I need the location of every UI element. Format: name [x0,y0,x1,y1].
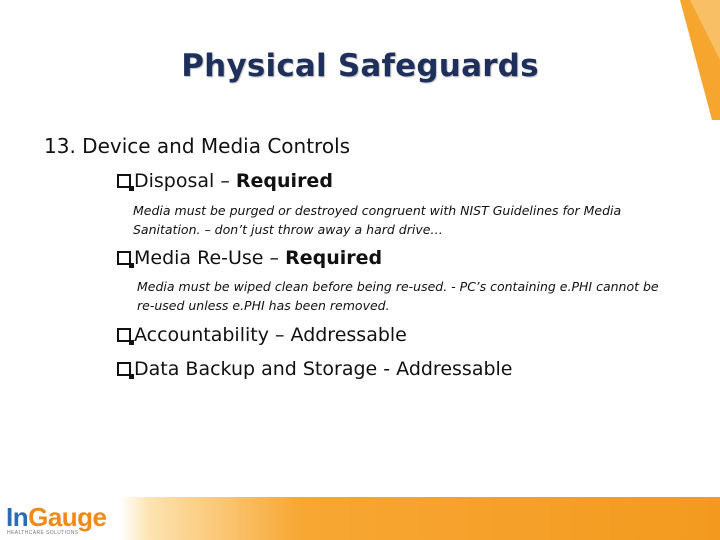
bullet-data-backup [117,358,513,380]
note-line: Media must be purged or destroyed congruent with NIST Guidelines for Media [133,203,622,218]
ingauge-logo [4,502,124,538]
bullet-label: Media Re-Use – [134,247,286,269]
logo-tagline: HEALTHCARE SOLUTIONS [7,530,79,536]
slide-title: Physical Safeguards [181,48,539,84]
checkbox-bullet-icon [117,174,131,188]
bullet-media-reuse [117,247,382,269]
note-line: Sanitation. – don’t just throw away a hard drive… [133,222,443,237]
checkbox-bullet-icon [117,328,131,342]
checkbox-bullet-icon [117,251,131,265]
note-media-reuse [137,277,659,315]
section-heading: 13. Device and Media Controls [44,134,351,158]
note-line: Media must be wiped clean before being re-used. - PC’s containing e.PHI cannot be [137,279,659,294]
note-line: re-used unless e.PHI has been removed. [137,298,390,313]
note-disposal [133,201,621,239]
bullet-status: Required [235,170,333,192]
bullet-label: Data Backup and Storage - Addressable [134,358,513,380]
bullet-status: Required [285,247,383,269]
bullet-label: Accountability – Addressable [134,324,407,346]
checkbox-bullet-icon [117,362,131,376]
logo-wordmark: InGauge [6,502,107,532]
bullet-accountability [117,324,407,346]
bullet-label: Disposal – [134,170,236,192]
bullet-disposal [117,170,333,192]
